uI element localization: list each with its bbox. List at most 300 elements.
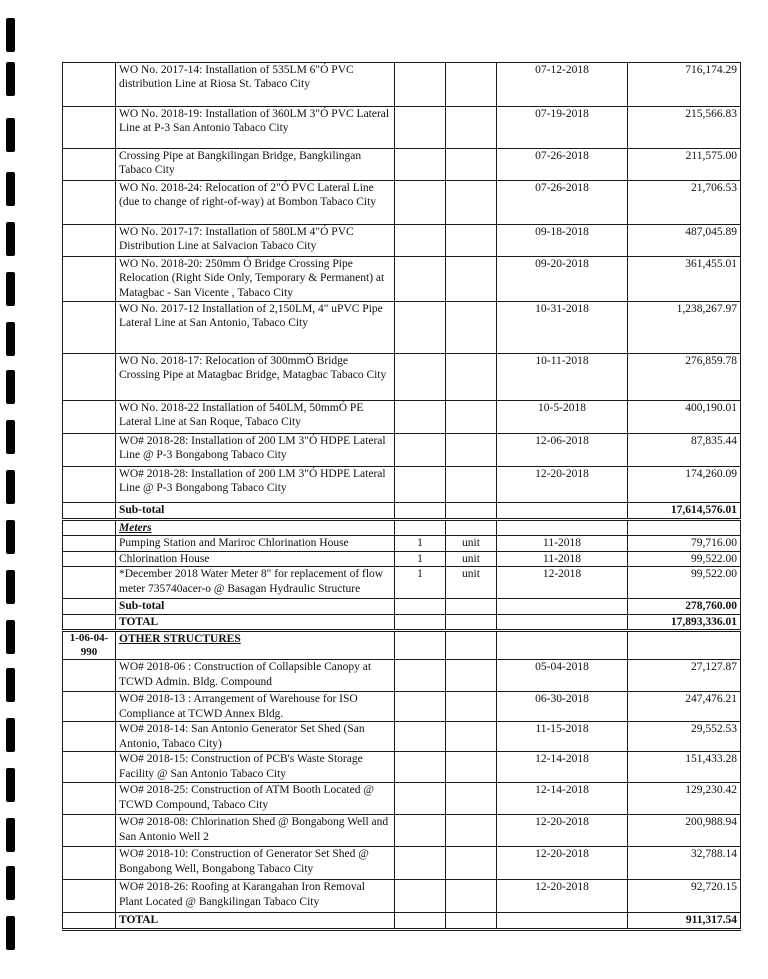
quantity-cell: [395, 551, 446, 566]
unit-cell: [446, 503, 497, 520]
description-text: Chlorination House: [119, 552, 210, 565]
unit-cell: [446, 63, 497, 107]
date-text: 06-30-2018: [535, 693, 589, 706]
description-cell: [116, 847, 395, 880]
quantity-cell: [395, 63, 446, 107]
date-cell: [497, 551, 628, 566]
account-code-cell: [63, 149, 116, 181]
unit-cell: [446, 692, 497, 722]
amount-cell: [628, 225, 741, 257]
description-text: WO# 2018-28: Installation of 200 LM 3"Ó HDPE Lateral Line @ P-3 Bongabong Tabaco City: [119, 468, 386, 495]
quantity-cell: [395, 302, 446, 354]
date-cell: [497, 614, 628, 630]
date-text: 12-20-2018: [535, 468, 589, 480]
date-cell: [497, 354, 628, 401]
date-cell: [497, 107, 628, 149]
date-cell: [497, 257, 628, 302]
binder-hole: [6, 520, 15, 554]
account-code-cell: [63, 63, 116, 107]
description-text: WO No. 2018-22 Installation of 540LM, 50mmÓ PE Lateral Line at San Roque, Tabaco City: [119, 402, 364, 429]
table-row: [63, 63, 741, 107]
amount-cell: [628, 551, 741, 566]
date-cell: [497, 181, 628, 225]
quantity-cell: [395, 434, 446, 467]
date-text: 10-11-2018: [535, 355, 589, 367]
table-row: [63, 567, 741, 599]
quantity-text: 1: [417, 537, 423, 550]
table-row: [63, 630, 741, 660]
amount-cell: [628, 660, 741, 692]
binder-hole: [6, 718, 15, 752]
table-row: [63, 107, 741, 149]
description-text: WO# 2018-08: Chlorination Shed @ Bongabong Well and San Antonio Well 2: [119, 816, 389, 843]
account-code-cell: [63, 913, 116, 929]
unit-cell: [446, 630, 497, 660]
account-code-text: 1-06-04-990: [69, 631, 109, 658]
account-code-cell: [63, 752, 116, 783]
description-cell: [116, 503, 395, 520]
table-row: [63, 536, 741, 551]
quantity-cell: [395, 107, 446, 149]
table-row: [63, 149, 741, 181]
amount-cell: [628, 520, 741, 536]
date-cell: [497, 503, 628, 520]
date-text: 09-20-2018: [535, 258, 589, 270]
table-row: [63, 847, 741, 880]
quantity-cell: [395, 536, 446, 551]
table-row: [63, 354, 741, 401]
amount-text: 17,614,576.01: [670, 504, 737, 516]
amount-cell: [628, 536, 741, 551]
quantity-cell: [395, 257, 446, 302]
binder-hole: [6, 18, 15, 52]
date-cell: [497, 783, 628, 815]
amount-cell: [628, 752, 741, 783]
description-cell: [116, 181, 395, 225]
amount-cell: [628, 692, 741, 722]
amount-text: 92,720.15: [691, 881, 737, 894]
description-text: WO No. 2018-24: Relocation of 2"Ó PVC Lateral Line (due to change of right-of-way) at Bombon Tabaco City: [119, 182, 377, 209]
amount-cell: [628, 567, 741, 599]
account-code-cell: [63, 599, 116, 614]
amount-text: 99,522.00: [691, 552, 737, 565]
binder-hole: [6, 62, 15, 96]
amount-text: 487,045.89: [685, 226, 737, 238]
amount-text: 200,988.94: [685, 816, 737, 829]
description-cell: [116, 783, 395, 815]
table-row: [63, 503, 741, 520]
account-code-cell: [63, 567, 116, 599]
description-cell: [116, 567, 395, 599]
amount-text: 276,859.78: [685, 355, 737, 367]
description-text: TOTAL: [119, 615, 159, 628]
table-row: [63, 599, 741, 614]
date-cell: [497, 302, 628, 354]
binder-hole: [6, 768, 15, 802]
amount-text: 211,575.00: [685, 150, 737, 162]
description-text: Sub-total: [119, 600, 165, 613]
description-text: Pumping Station and Mariroc Chlorination House: [119, 537, 349, 550]
date-text: 07-26-2018: [535, 182, 589, 194]
description-text: WO# 2018-15: Construction of PCB's Waste Storage Facility @ San Antonio Tabaco City: [119, 753, 363, 780]
description-text: TOTAL: [119, 914, 159, 927]
account-code-cell: [63, 401, 116, 434]
table-row: [63, 913, 741, 929]
account-code-cell: [63, 722, 116, 752]
description-cell: [116, 551, 395, 566]
quantity-cell: [395, 630, 446, 660]
description-cell: [116, 752, 395, 783]
unit-cell: [446, 181, 497, 225]
unit-text: unit: [462, 552, 480, 565]
description-text: WO No. 2018-20: 250mm Ó Bridge Crossing Pipe Relocation (Right Side Only, Temporary & Permanent) at Matagbac - San Vicente , Tabaco City: [119, 258, 385, 299]
quantity-text: 1: [417, 568, 423, 581]
description-cell: [116, 660, 395, 692]
account-code-cell: [63, 660, 116, 692]
description-cell: [116, 913, 395, 929]
quantity-cell: [395, 520, 446, 536]
date-cell: [497, 536, 628, 551]
date-text: 12-06-2018: [535, 435, 589, 447]
unit-cell: [446, 614, 497, 630]
amount-cell: [628, 614, 741, 630]
quantity-cell: [395, 722, 446, 752]
binder-hole: [6, 668, 15, 702]
description-text: Crossing Pipe at Bangkilingan Bridge, Bangkilingan Tabaco City: [119, 150, 362, 177]
amount-cell: [628, 503, 741, 520]
amount-text: 87,835.44: [691, 435, 737, 447]
quantity-cell: [395, 752, 446, 783]
description-text: WO No. 2017-12 Installation of 2,150LM, 4" uPVC Pipe Lateral Line at San Antonio, Tabaco City: [119, 303, 383, 330]
description-cell: [116, 401, 395, 434]
amount-cell: [628, 401, 741, 434]
amount-cell: [628, 815, 741, 847]
date-cell: [497, 225, 628, 257]
amount-cell: [628, 107, 741, 149]
description-text: WO# 2018-28: Installation of 200 LM 3"Ó HDPE Lateral Line @ P-3 Bongabong Tabaco City: [119, 435, 386, 462]
description-text: OTHER STRUCTURES: [119, 632, 241, 645]
unit-cell: [446, 149, 497, 181]
quantity-cell: [395, 783, 446, 815]
unit-cell: [446, 567, 497, 599]
description-cell: [116, 107, 395, 149]
description-text: WO No. 2018-19: Installation of 360LM 3"Ó PVC Lateral Line at P-3 San Antonio Tabaco City: [119, 108, 390, 135]
amount-cell: [628, 913, 741, 929]
binder-hole: [6, 222, 15, 256]
table-row: [63, 302, 741, 354]
table-row: [63, 783, 741, 815]
table-row: [63, 551, 741, 566]
amount-cell: [628, 434, 741, 467]
amount-cell: [628, 302, 741, 354]
account-code-cell: [63, 503, 116, 520]
unit-cell: [446, 599, 497, 614]
amount-text: 79,716.00: [691, 537, 737, 550]
amount-cell: [628, 630, 741, 660]
account-code-cell: [63, 815, 116, 847]
quantity-cell: [395, 149, 446, 181]
amount-cell: [628, 257, 741, 302]
unit-cell: [446, 847, 497, 880]
amount-text: 21,706.53: [691, 182, 737, 194]
table-row: [63, 181, 741, 225]
description-text: WO# 2018-06 : Construction of Collapsible Canopy at TCWD Admin. Bldg. Compound: [119, 661, 372, 688]
date-text: 12-20-2018: [535, 816, 589, 829]
account-code-cell: [63, 354, 116, 401]
date-cell: [497, 752, 628, 783]
description-cell: [116, 692, 395, 722]
quantity-text: 1: [417, 552, 423, 565]
amount-cell: [628, 599, 741, 614]
account-code-cell: [63, 467, 116, 503]
quantity-cell: [395, 880, 446, 913]
date-text: 07-26-2018: [535, 150, 589, 162]
account-code-cell: [63, 181, 116, 225]
quantity-cell: [395, 225, 446, 257]
description-cell: [116, 149, 395, 181]
amount-cell: [628, 354, 741, 401]
date-cell: [497, 847, 628, 880]
date-text: 09-18-2018: [535, 226, 589, 238]
date-cell: [497, 692, 628, 722]
binder-hole: [6, 322, 15, 356]
description-cell: [116, 354, 395, 401]
date-text: 11-2018: [543, 537, 581, 550]
binder-hole: [6, 570, 15, 604]
binder-hole: [6, 470, 15, 504]
description-text: WO# 2018-13 : Arrangement of Warehouse for ISO Compliance at TCWD Annex Bldg.: [119, 693, 358, 720]
unit-cell: [446, 401, 497, 434]
description-text: Meters: [119, 522, 152, 534]
table-row: [63, 752, 741, 783]
date-cell: [497, 567, 628, 599]
unit-cell: [446, 551, 497, 566]
quantity-cell: [395, 692, 446, 722]
description-cell: [116, 880, 395, 913]
description-cell: [116, 302, 395, 354]
amount-cell: [628, 63, 741, 107]
description-cell: [116, 722, 395, 752]
quantity-cell: [395, 847, 446, 880]
quantity-cell: [395, 913, 446, 929]
description-text: WO No. 2017-17: Installation of 580LM 4"Ó PVC Distribution Line at Salvacion Tabaco City: [119, 226, 354, 253]
date-text: 12-2018: [542, 568, 582, 581]
date-text: 07-19-2018: [535, 108, 589, 120]
unit-cell: [446, 467, 497, 503]
quantity-cell: [395, 503, 446, 520]
amount-text: 99,522.00: [691, 568, 737, 581]
unit-cell: [446, 434, 497, 467]
description-cell: [116, 257, 395, 302]
quantity-cell: [395, 614, 446, 630]
quantity-cell: [395, 467, 446, 503]
unit-cell: [446, 815, 497, 847]
unit-cell: [446, 536, 497, 551]
unit-cell: [446, 520, 497, 536]
amount-text: 400,190.01: [685, 402, 737, 414]
table-row: [63, 692, 741, 722]
binder-hole: [6, 916, 15, 950]
table-row: [63, 660, 741, 692]
account-code-cell: [63, 551, 116, 566]
quantity-cell: [395, 354, 446, 401]
date-cell: [497, 401, 628, 434]
amount-text: 247,476.21: [685, 693, 737, 706]
quantity-cell: [395, 660, 446, 692]
schedule-table: [62, 62, 741, 931]
quantity-cell: [395, 599, 446, 614]
date-cell: [497, 630, 628, 660]
description-text: WO# 2018-14: San Antonio Generator Set Shed (San Antonio, Tabaco City): [119, 723, 365, 750]
amount-text: 215,566.83: [685, 108, 737, 120]
date-cell: [497, 722, 628, 752]
date-text: 12-14-2018: [535, 753, 589, 766]
account-code-cell: [63, 302, 116, 354]
unit-cell: [446, 354, 497, 401]
date-cell: [497, 520, 628, 536]
amount-text: 32,788.14: [691, 848, 737, 861]
unit-cell: [446, 107, 497, 149]
binder-hole: [6, 620, 15, 654]
table-row: [63, 225, 741, 257]
date-cell: [497, 467, 628, 503]
unit-cell: [446, 302, 497, 354]
unit-cell: [446, 225, 497, 257]
amount-text: 716,174.29: [685, 64, 737, 76]
description-cell: [116, 520, 395, 536]
table-row: [63, 467, 741, 503]
account-code-cell: [63, 434, 116, 467]
table-row: [63, 815, 741, 847]
description-cell: [116, 63, 395, 107]
account-code-cell: [63, 847, 116, 880]
quantity-cell: [395, 815, 446, 847]
amount-text: 27,127.87: [691, 661, 737, 674]
amount-text: 29,552.53: [691, 723, 737, 736]
description-cell: [116, 536, 395, 551]
amount-cell: [628, 181, 741, 225]
binder-hole: [6, 866, 15, 900]
description-text: WO No. 2018-17: Relocation of 300mmÓ Bridge Crossing Pipe at Matagbac Bridge, Matagbac Tabaco City: [119, 355, 387, 382]
description-cell: [116, 630, 395, 660]
amount-text: 129,230.42: [685, 784, 737, 797]
unit-cell: [446, 880, 497, 913]
account-code-cell: [63, 536, 116, 551]
unit-cell: [446, 660, 497, 692]
date-text: 05-04-2018: [535, 661, 589, 674]
table-row: [63, 614, 741, 630]
unit-cell: [446, 783, 497, 815]
unit-cell: [446, 752, 497, 783]
table-row: [63, 401, 741, 434]
amount-cell: [628, 149, 741, 181]
account-code-cell: [63, 783, 116, 815]
account-code-cell: [63, 225, 116, 257]
date-cell: [497, 599, 628, 614]
amount-text: 17,893,336.01: [670, 615, 737, 628]
date-text: 12-20-2018: [535, 848, 589, 861]
description-cell: [116, 614, 395, 630]
description-cell: [116, 599, 395, 614]
quantity-cell: [395, 567, 446, 599]
date-cell: [497, 815, 628, 847]
unit-cell: [446, 913, 497, 929]
table-row: [63, 880, 741, 913]
account-code-cell: [63, 257, 116, 302]
account-code-cell: [63, 107, 116, 149]
date-cell: [497, 434, 628, 467]
table-row: [63, 257, 741, 302]
quantity-cell: [395, 181, 446, 225]
description-text: WO# 2018-26: Roofing at Karangahan Iron Removal Plant Located @ Bangkilingan Tabaco City: [119, 881, 365, 908]
amount-text: 361,455.01: [685, 258, 737, 270]
quantity-cell: [395, 401, 446, 434]
date-text: 11-15-2018: [535, 723, 589, 736]
binder-hole: [6, 420, 15, 454]
amount-text: 278,760.00: [685, 600, 737, 613]
binder-hole: [6, 370, 15, 404]
binder-hole: [6, 272, 15, 306]
account-code-cell: [63, 630, 116, 660]
table-row: [63, 434, 741, 467]
amount-cell: [628, 722, 741, 752]
date-cell: [497, 149, 628, 181]
account-code-cell: [63, 520, 116, 536]
date-text: 11-2018: [543, 552, 581, 565]
date-text: 10-5-2018: [538, 402, 586, 414]
table-row: [63, 722, 741, 752]
description-cell: [116, 434, 395, 467]
binder-hole: [6, 818, 15, 852]
amount-text: 174,260.09: [685, 468, 737, 480]
date-cell: [497, 660, 628, 692]
binder-hole: [6, 118, 15, 152]
description-text: Sub-total: [119, 504, 165, 516]
schedule-table-body: [63, 63, 741, 930]
date-cell: [497, 913, 628, 929]
description-text: *December 2018 Water Meter 8" for replacement of flow meter 735740acer-o @ Basagan Hydraulic Structure: [119, 568, 384, 595]
amount-text: 151,433.28: [685, 753, 737, 766]
account-code-cell: [63, 692, 116, 722]
description-text: WO# 2018-10: Construction of Generator Set Shed @ Bongabong Well, Bongabong Tabaco City: [119, 848, 369, 875]
account-code-cell: [63, 614, 116, 630]
table-row: [63, 520, 741, 536]
amount-text: 911,317.54: [685, 914, 737, 927]
date-text: 12-14-2018: [535, 784, 589, 797]
unit-text: unit: [462, 568, 480, 581]
description-cell: [116, 467, 395, 503]
binder-hole: [6, 172, 15, 206]
date-text: 07-12-2018: [535, 64, 589, 76]
binder-margin: [0, 0, 26, 979]
date-text: 12-20-2018: [535, 881, 589, 894]
description-text: WO No. 2017-14: Installation of 535LM 6"Ó PVC distribution Line at Riosa St. Tabaco City: [119, 64, 354, 91]
amount-text: 1,238,267.97: [676, 303, 737, 315]
unit-cell: [446, 257, 497, 302]
account-code-cell: [63, 880, 116, 913]
amount-cell: [628, 467, 741, 503]
date-cell: [497, 63, 628, 107]
description-cell: [116, 815, 395, 847]
date-text: 10-31-2018: [535, 303, 589, 315]
unit-cell: [446, 722, 497, 752]
unit-text: unit: [462, 537, 480, 550]
date-cell: [497, 880, 628, 913]
description-text: WO# 2018-25: Construction of ATM Booth Located @ TCWD Compound, Tabaco City: [119, 784, 374, 811]
description-cell: [116, 225, 395, 257]
amount-cell: [628, 847, 741, 880]
amount-cell: [628, 880, 741, 913]
